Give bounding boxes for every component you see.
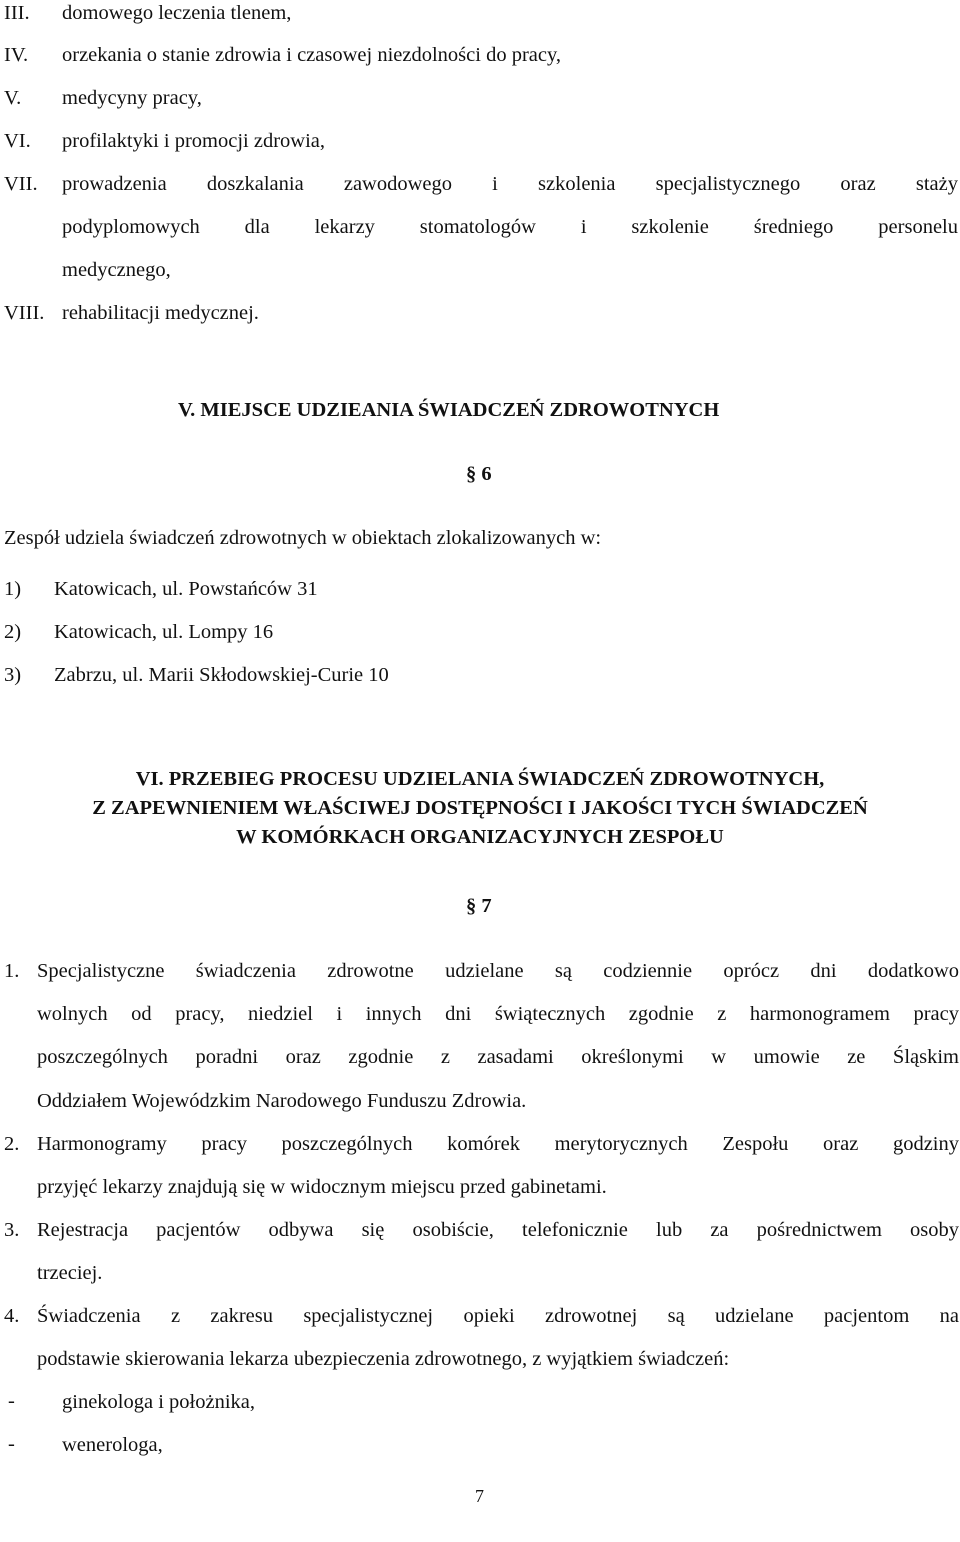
list-text: medycyny pracy, [62, 87, 202, 109]
section-v-title: V. MIEJSCE UDZIEANIA ŚWIADCZEŃ ZDROWOTNYCH [178, 399, 720, 421]
list-text: domowego leczenia tlenem, [62, 2, 292, 24]
point-line: przyjęć lekarzy znajdują się w widocznym miejscu przed gabinetami. [37, 1176, 607, 1198]
point-line: trzeciej. [37, 1262, 103, 1284]
location-text: Katowicach, ul. Powstańców 31 [54, 578, 318, 600]
point-line: poszczególnych poradni oraz zgodnie z zasadami określonymi w umowie ze Śląskim [37, 1046, 959, 1068]
list-number: III. [4, 2, 30, 24]
point-line: Rejestracja pacjentów odbywa się osobiście, telefonicznie lub za pośrednictwem osoby [37, 1219, 959, 1241]
bullet-dash: - [8, 1390, 15, 1412]
list-text-line: podyplomowych dla lekarzy stomatologów i szkolenie średniego personelu [62, 216, 958, 238]
point-line: Oddziałem Wojewódzkim Narodowego Funduszu Zdrowia. [37, 1090, 527, 1112]
section-vi-title-line: VI. PRZEBIEG PROCESU UDZIELANIA ŚWIADCZEŃ ZDROWOTNYCH, [135, 768, 825, 790]
list-number: VII. [4, 173, 38, 195]
point-line: wolnych od pracy, niedziel i innych dni świątecznych zgodnie z harmonogramem pracy [37, 1003, 959, 1025]
point-number: 1. [4, 960, 20, 982]
section-vi-title-line: Z ZAPEWNIENIEM WŁAŚCIWEJ DOSTĘPNOŚCI I JAKOŚCI TYCH ŚWIADCZEŃ [92, 797, 868, 819]
list-text-line: prowadzenia doszkalania zawodowego i szkolenia specjalistycznego oraz staży [62, 173, 958, 195]
point-line: Specjalistyczne świadczenia zdrowotne udzielane są codziennie oprócz dni dodatkowo [37, 960, 959, 982]
section-v-intro: Zespół udziela świadczeń zdrowotnych w obiektach zlokalizowanych w: [4, 527, 602, 549]
list-number: VI. [4, 130, 31, 152]
location-text: Katowicach, ul. Lompy 16 [54, 621, 274, 643]
point-number: 2. [4, 1133, 20, 1155]
section-vi-title-line: W KOMÓRKACH ORGANIZACYJNYCH ZESPOŁU [236, 826, 724, 848]
location-number: 1) [4, 578, 22, 600]
paragraph-6: § 6 [466, 463, 492, 485]
list-text: rehabilitacji medycznej. [62, 302, 259, 324]
list-number: V. [4, 87, 22, 109]
list-text: profilaktyki i promocji zdrowia, [62, 130, 326, 152]
point-number: 3. [4, 1219, 20, 1241]
location-number: 3) [4, 664, 22, 686]
point-number: 4. [4, 1305, 20, 1327]
bullet-text: wenerologa, [62, 1434, 163, 1456]
list-text: orzekania o stanie zdrowia i czasowej niezdolności do pracy, [62, 44, 562, 66]
list-number: VIII. [4, 302, 45, 324]
page-number: 7 [475, 1486, 484, 1506]
list-text-line: medycznego, [62, 259, 171, 281]
location-text: Zabrzu, ul. Marii Skłodowskiej-Curie 10 [54, 664, 389, 686]
point-line: Świadczenia z zakresu specjalistycznej opieki zdrowotnej są udzielane pacjentom na [37, 1305, 959, 1327]
list-number: IV. [4, 44, 29, 66]
point-line: podstawie skierowania lekarza ubezpieczenia zdrowotnego, z wyjątkiem świadczeń: [37, 1348, 730, 1370]
location-number: 2) [4, 621, 22, 643]
bullet-dash: - [8, 1433, 15, 1455]
point-line: Harmonogramy pracy poszczególnych komórek merytorycznych Zespołu oraz godziny [37, 1133, 959, 1155]
bullet-text: ginekologa i położnika, [62, 1391, 255, 1413]
paragraph-7: § 7 [466, 895, 492, 917]
